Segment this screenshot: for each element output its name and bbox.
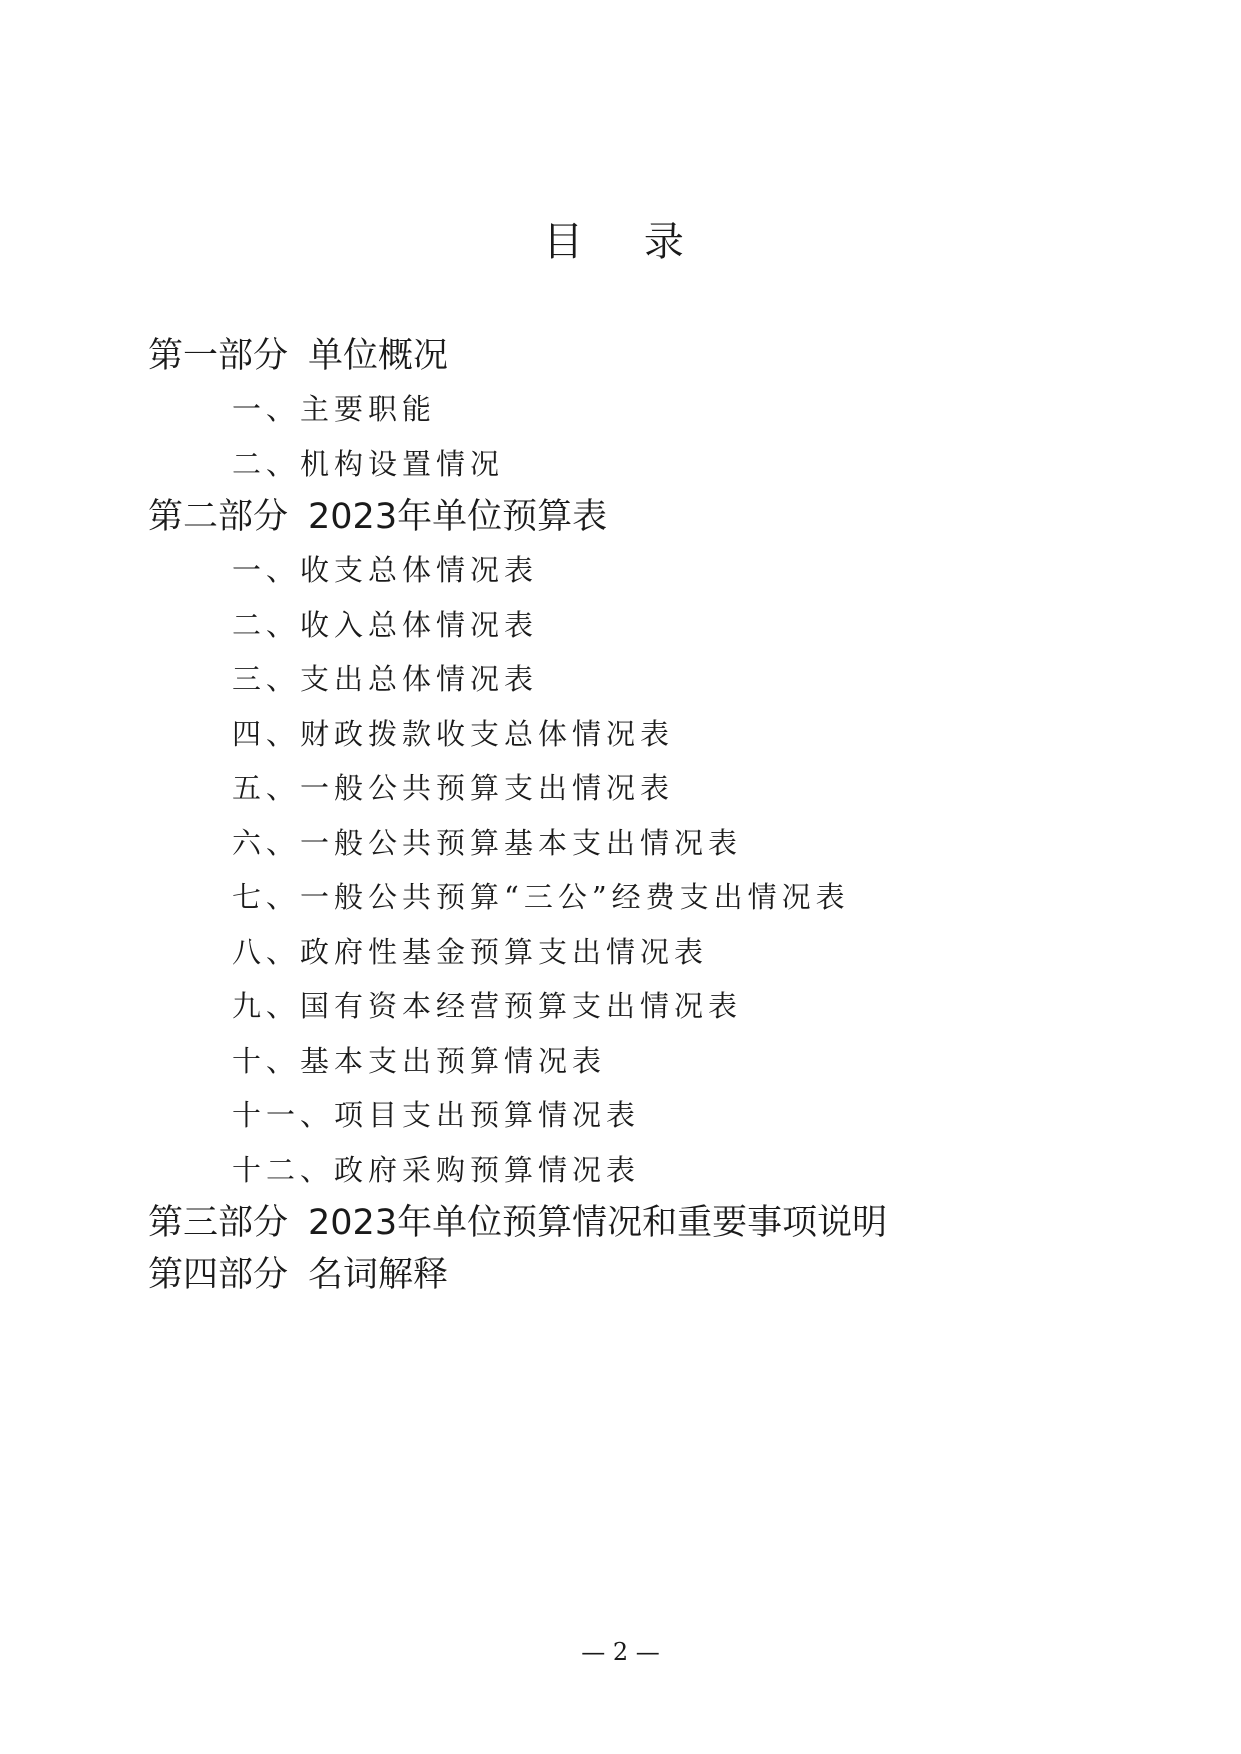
toc-item: 九、国有资本经营预算支出情况表 [232,989,743,1023]
toc-item: 十、基本支出预算情况表 [232,1043,607,1078]
toc-part-4 [148,1249,1148,1301]
toc-item: 六、一般公共预算基本支出情况表 [232,825,743,860]
page-number: — 2 — [581,1638,660,1666]
toc-item: 七、一般公共预算“三公”经费支出情况表 [232,880,850,914]
toc-item: 一、主要职能 [232,392,437,426]
toc-part-1 [148,330,1148,382]
toc-part-3 [148,1197,1148,1249]
toc-item: 一、收支总体情况表 [232,553,539,587]
toc-item: 五、一般公共预算支出情况表 [232,771,675,805]
table-of-contents [148,330,1148,1301]
toc-item: 三、支出总体情况表 [232,662,539,696]
page-title: 目 录 [543,219,708,265]
toc-item: 八、政府性基金预算支出情况表 [232,934,709,969]
toc-item: 二、收入总体情况表 [232,607,539,642]
part-number: 第二部分 [148,497,289,537]
part-title: 名词解释 [308,1255,449,1295]
part-number: 第三部分 [148,1203,289,1243]
part-number: 第四部分 [148,1255,289,1295]
part-title: 2023年单位预算表 [308,497,608,537]
toc-item: 十二、政府采购预算情况表 [232,1152,641,1187]
toc-item: 二、机构设置情况 [232,446,505,481]
toc-item: 十一、项目支出预算情况表 [232,1098,641,1132]
toc-part-2 [148,491,1148,543]
toc-item: 四、财政拨款收支总体情况表 [232,716,675,751]
part-title: 单位概况 [308,336,449,376]
part-title: 2023年单位预算情况和重要事项说明 [308,1203,888,1243]
part-number: 第一部分 [148,336,289,376]
